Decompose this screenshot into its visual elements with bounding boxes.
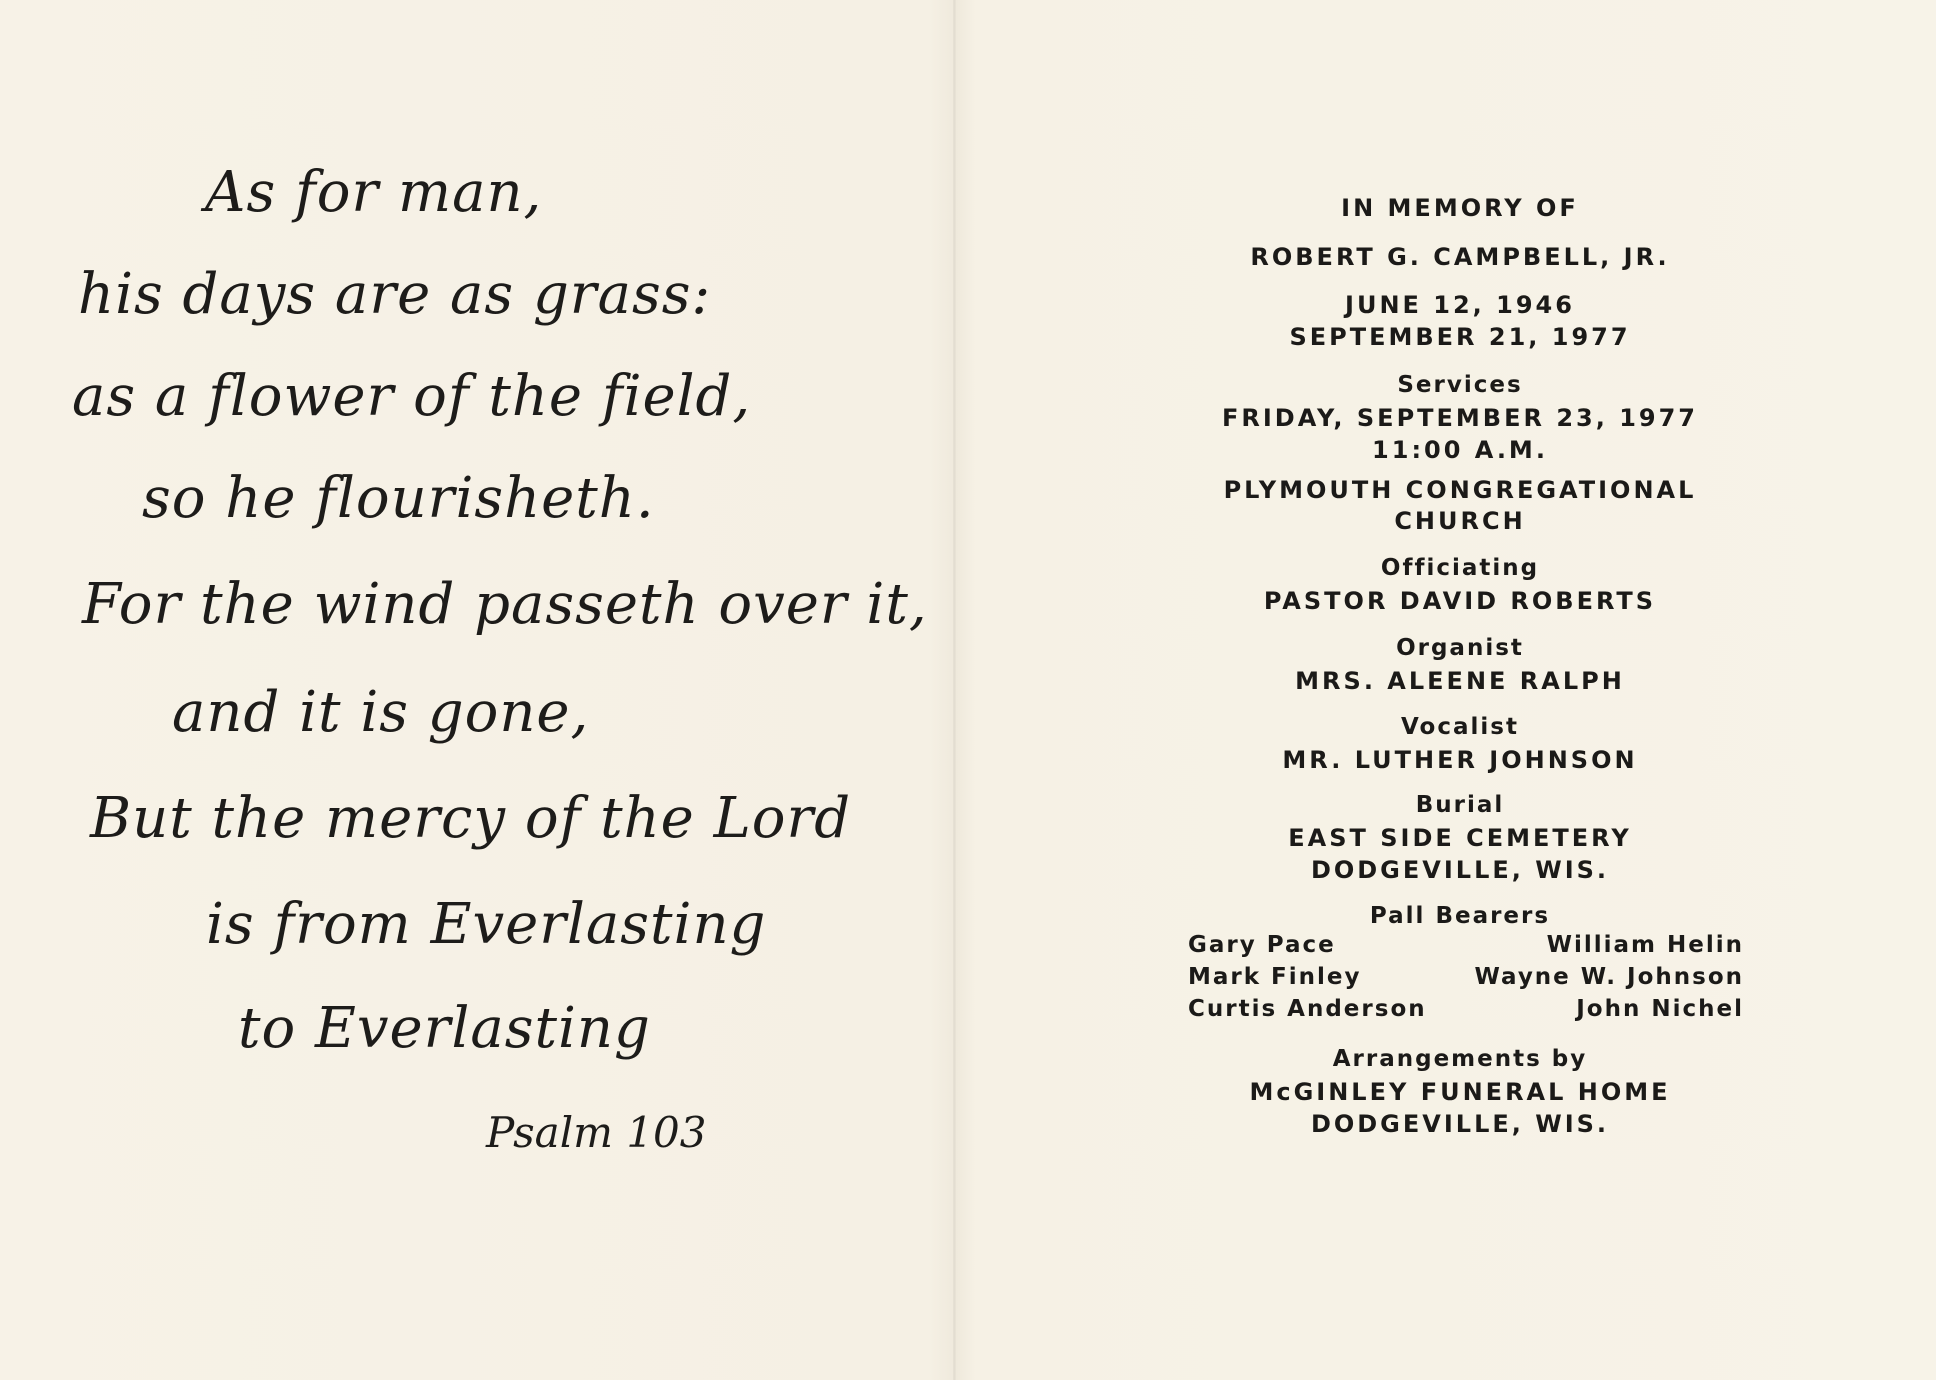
pall-bearers-list xyxy=(1188,932,1744,1028)
verse-line: his days are as grass: xyxy=(78,262,712,327)
burial-label: Burial xyxy=(1415,792,1505,818)
verse-citation: Psalm 103 xyxy=(486,1108,707,1157)
funeral-home-name: McGINLEY FUNERAL HOME xyxy=(1249,1078,1671,1106)
death-date: SEPTEMBER 21, 1977 xyxy=(1289,323,1631,351)
pall-bearer: Wayne W. Johnson xyxy=(1474,964,1744,990)
verse-line: as a flower of the field, xyxy=(72,364,752,429)
verse-line: But the mercy of the Lord xyxy=(90,786,852,851)
pall-bearer: Mark Finley xyxy=(1188,964,1362,990)
verse-line: and it is gone, xyxy=(172,680,590,745)
pall-bearer: John Nichel xyxy=(1576,996,1744,1022)
pall-bearer: William Helin xyxy=(1546,932,1744,958)
cemetery-city: DODGEVILLE, WIS. xyxy=(1310,856,1610,884)
pall-bearers-label: Pall Bearers xyxy=(1369,903,1551,929)
verse-line: is from Everlasting xyxy=(206,892,767,957)
pall-bearer: Curtis Anderson xyxy=(1188,996,1427,1022)
organist-label: Organist xyxy=(1396,635,1524,661)
pall-bearer: Gary Pace xyxy=(1188,932,1336,958)
church-name: PLYMOUTH CONGREGATIONAL xyxy=(1223,476,1697,504)
verse-line: For the wind passeth over it, xyxy=(82,572,928,637)
deceased-name: ROBERT G. CAMPBELL, JR. xyxy=(1250,243,1670,271)
service-program-panel xyxy=(1180,0,1740,1380)
organist-name: MRS. ALEENE RALPH xyxy=(1295,667,1625,695)
verse-line: As for man, xyxy=(205,160,543,225)
memorial-heading: IN MEMORY OF xyxy=(1341,194,1579,222)
services-date: FRIDAY, SEPTEMBER 23, 1977 xyxy=(1222,404,1698,432)
officiant-name: PASTOR DAVID ROBERTS xyxy=(1263,587,1657,615)
fold-crease xyxy=(953,0,956,1380)
handwritten-verse-panel xyxy=(0,0,950,1380)
vocalist-label: Vocalist xyxy=(1401,714,1519,740)
officiating-label: Officiating xyxy=(1380,555,1540,581)
pall-bearer-row xyxy=(1188,964,1744,996)
verse-line: to Everlasting xyxy=(238,996,651,1061)
pall-bearer-row xyxy=(1188,932,1744,964)
funeral-home-city: DODGEVILLE, WIS. xyxy=(1310,1110,1610,1138)
services-label: Services xyxy=(1397,372,1523,398)
church-name-continued: CHURCH xyxy=(1394,507,1526,535)
cemetery-name: EAST SIDE CEMETERY xyxy=(1288,824,1632,852)
vocalist-name: MR. LUTHER JOHNSON xyxy=(1282,746,1638,774)
birth-date: JUNE 12, 1946 xyxy=(1345,291,1575,319)
services-time: 11:00 A.M. xyxy=(1372,436,1548,464)
arrangements-label: Arrangements by xyxy=(1332,1046,1588,1072)
verse-line: so he flourisheth. xyxy=(142,466,655,531)
pall-bearer-row xyxy=(1188,996,1744,1028)
